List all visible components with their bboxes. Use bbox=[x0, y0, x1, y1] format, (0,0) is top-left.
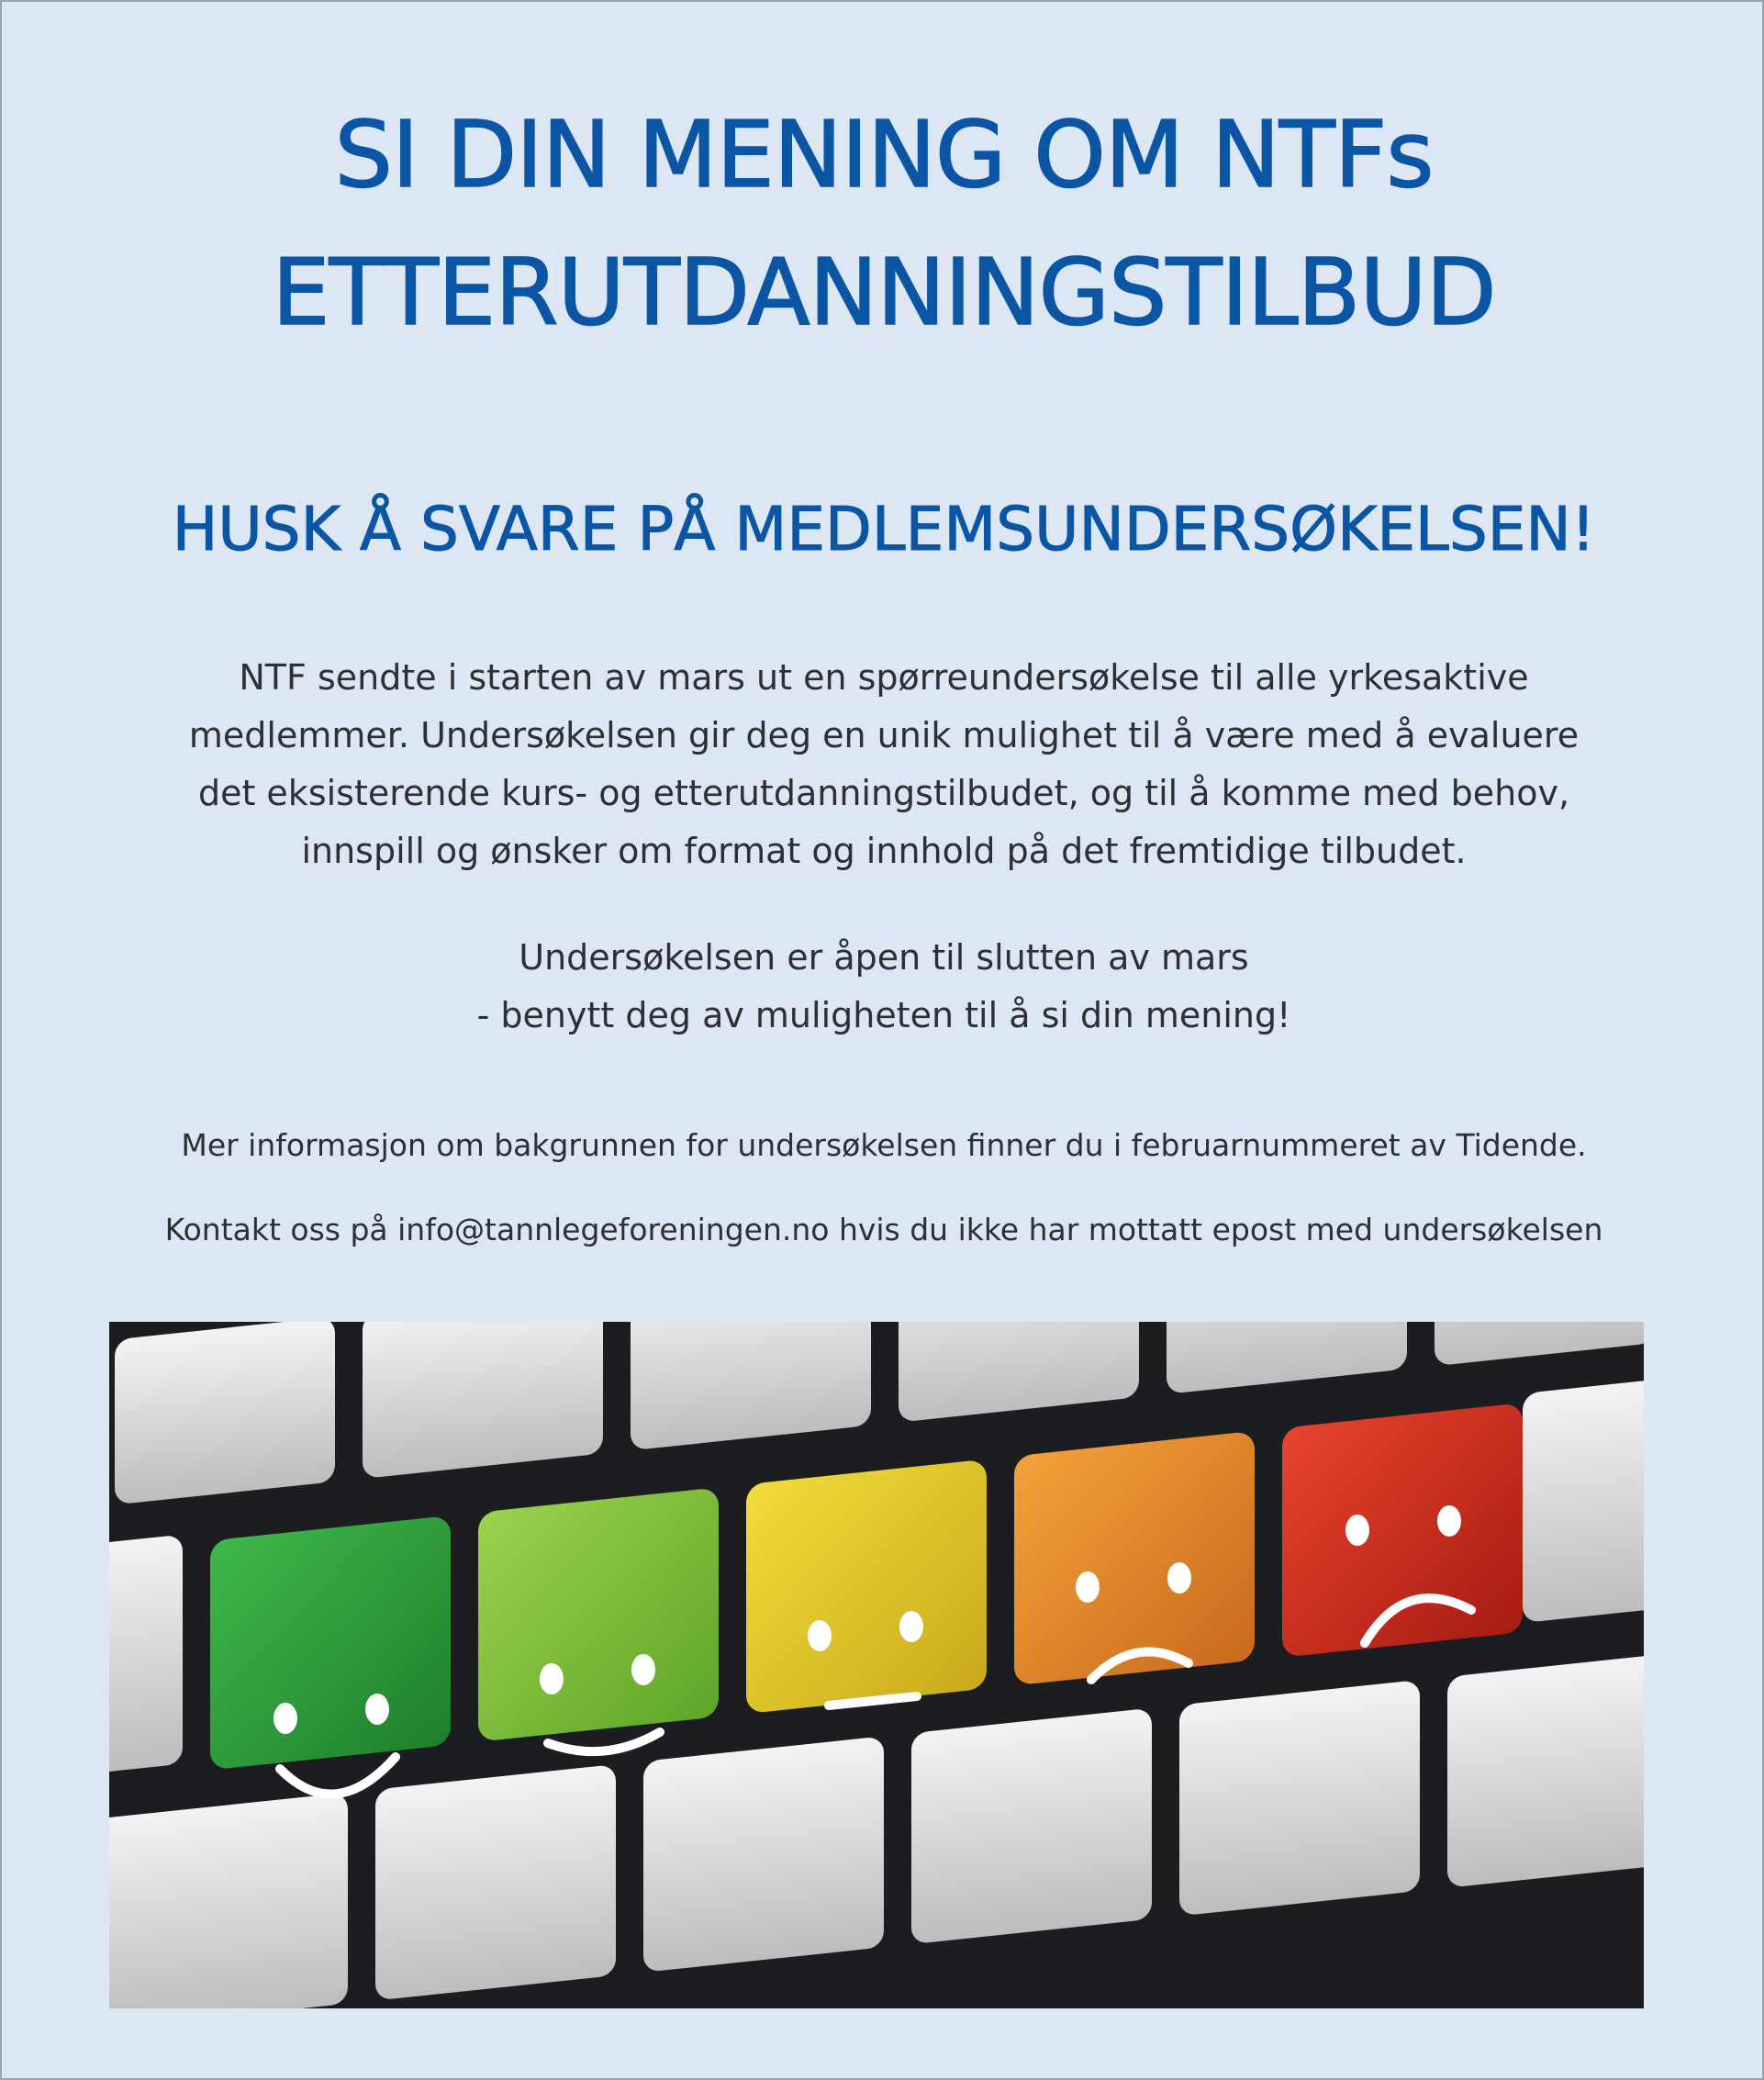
keyboard-key bbox=[1435, 1322, 1644, 1366]
intro-line: innspill og ønsker om format og innhold på det fremtidige tilbudet. bbox=[301, 831, 1467, 871]
more-info-text: Mer informasjon om bakgrunnen for undersøkelsen finner du i februarnummeret av Tidende. bbox=[181, 1127, 1587, 1163]
keyboard-key bbox=[631, 1322, 871, 1450]
keyboard-key bbox=[109, 1793, 348, 2008]
keyboard-key bbox=[1447, 1651, 1644, 1888]
deadline-line: - benytt deg av muligheten til å si din mening! bbox=[476, 995, 1291, 1035]
intro-paragraph bbox=[2, 649, 1764, 880]
keyboard-key bbox=[363, 1322, 603, 1479]
keyboard-key bbox=[375, 1764, 616, 2001]
keyboard-key bbox=[899, 1322, 1139, 1423]
keyboard-key bbox=[1179, 1680, 1420, 1917]
deadline-line: Undersøkelsen er åpen til slutten av mars bbox=[519, 937, 1249, 978]
keyboard-key bbox=[1167, 1322, 1407, 1394]
very-sad-key bbox=[1282, 1403, 1523, 1658]
happy-key bbox=[478, 1487, 719, 1742]
intro-line: NTF sendte i starten av mars ut en spørreundersøkelse til alle yrkesaktive bbox=[239, 657, 1529, 698]
page-title bbox=[2, 86, 1764, 362]
very-happy-key bbox=[210, 1515, 451, 1771]
keyboard-key bbox=[643, 1736, 884, 1973]
title-line-1: SI DIN MENING OM NTFs bbox=[334, 101, 1434, 208]
sad-key bbox=[1014, 1431, 1255, 1686]
keyboard-key bbox=[115, 1322, 335, 1504]
intro-line: medlemmer. Undersøkelsen gir deg en unik mulighet til å være med å evaluere bbox=[188, 715, 1580, 755]
deadline-paragraph bbox=[2, 929, 1764, 1045]
key-rows bbox=[109, 1322, 1644, 2008]
neutral-key bbox=[746, 1459, 987, 1715]
keyboard-key bbox=[911, 1708, 1152, 1945]
keyboard-key bbox=[1523, 1374, 1644, 1623]
intro-line: det eksisterende kurs- og etterutdanningstilbudet, og til å komme med behov, bbox=[197, 773, 1570, 813]
keyboard-illustration bbox=[109, 1322, 1644, 2008]
title-line-2: ETTERUTDANNINGSTILBUD bbox=[272, 239, 1496, 346]
contact-text: Kontakt oss på info@tannlegeforeningen.no hvis du ikke har mottatt epost med undersøkelsen bbox=[164, 1212, 1603, 1247]
subtitle: HUSK Å SVARE PÅ MEDLEMSUNDERSØKELSEN! bbox=[172, 494, 1596, 565]
keyboard-key bbox=[109, 1535, 183, 1784]
keyboard-smiley-image bbox=[109, 1322, 1644, 2008]
